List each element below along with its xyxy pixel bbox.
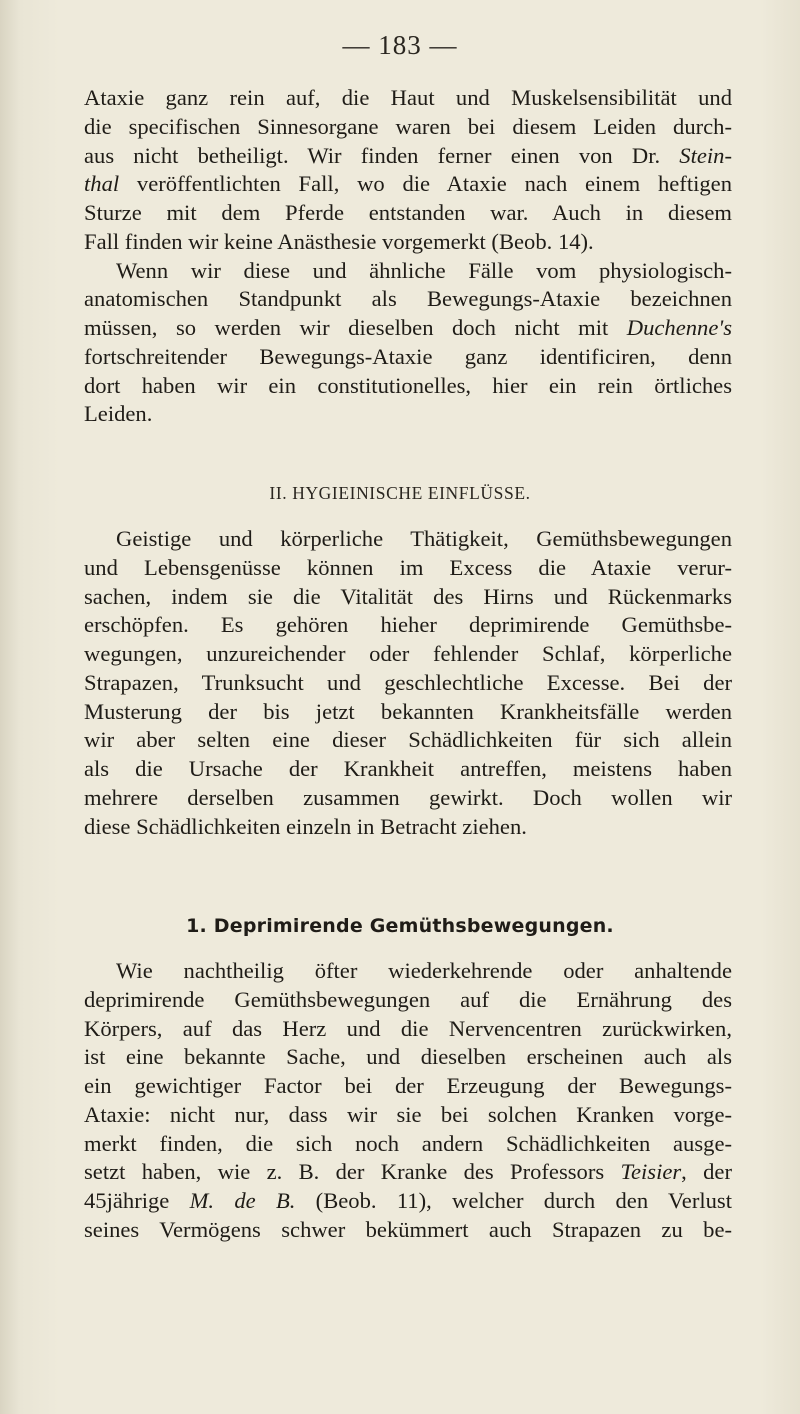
text-line: Leiden. xyxy=(84,401,153,427)
patient-name-italic: M. de B. xyxy=(189,1188,296,1213)
text-line: merkt finden, die sich noch andern Schädlichkeiten ausge- xyxy=(84,1130,732,1156)
page-number: — 183 — xyxy=(342,30,458,60)
paragraph-1 xyxy=(84,84,732,257)
text-line: Wenn wir diese und ähnliche Fälle vom physiologisch- xyxy=(116,257,732,283)
section-heading: II. HYGIEINISCHE EINFLÜSSE. xyxy=(269,483,531,503)
text-segment: (Beob. 11), welcher durch den Verlust xyxy=(295,1188,732,1213)
paragraph-3 xyxy=(84,525,732,841)
text-line: Ataxie: nicht nur, dass wir sie bei solchen Kranken vorge- xyxy=(84,1101,732,1127)
text-line: erschöpfen. Es gehören hieher deprimirende Gemüthsbe- xyxy=(84,612,732,638)
author-name-italic: Stein- xyxy=(679,142,732,168)
text-line: Körpers, auf das Herz und die Nervencentren zurückwirken, xyxy=(84,1015,732,1041)
subsection-heading: 1. Deprimirende Gemüthsbewegungen. xyxy=(186,915,614,937)
text-line: als die Ursache der Krankheit antreffen, meistens haben xyxy=(84,756,732,781)
text-segment: 45jährige xyxy=(84,1188,190,1213)
author-name-italic: thal xyxy=(84,171,120,197)
text-line: ist eine bekannte Sache, und dieselben erscheinen auch als xyxy=(84,1044,732,1070)
text-line: wir aber selten eine dieser Schädlichkeiten für sich allein xyxy=(84,727,732,753)
text-line: deprimirende Gemüthsbewegungen auf die Ernährung des xyxy=(84,986,732,1012)
text-line: und Lebensgenüsse können im Excess die Ataxie verur- xyxy=(84,554,732,580)
text-line: Sturze mit dem Pferde entstanden war. Auch in diesem xyxy=(84,200,732,225)
text-segment: , der xyxy=(681,1159,732,1185)
text-line: Strapazen, Trunksucht und geschlechtliche Excesse. Bei der xyxy=(84,669,732,695)
text-segment: müssen, so werden wir dieselben doch nicht mit xyxy=(84,315,627,340)
text-line xyxy=(84,1158,732,1187)
text-line: diese Schädlichkeiten einzeln in Betracht ziehen. xyxy=(84,813,527,839)
text-line: sachen, indem sie die Vitalität des Hirns und Rückenmarks xyxy=(84,583,732,609)
text-line: Ataxie ganz rein auf, die Haut und Muskelsensibilität und xyxy=(84,85,732,110)
text-line xyxy=(84,314,732,343)
text-segment: aus nicht betheiligt. Wir finden ferner einen von Dr. xyxy=(84,142,680,168)
paragraph-4 xyxy=(84,957,732,1245)
text-line: seines Vermögens schwer bekümmert auch Strapazen zu be- xyxy=(84,1216,732,1242)
text-line: Geistige und körperliche Thätigkeit, Gemüthsbewegungen xyxy=(116,526,732,551)
text-line: Wie nachtheilig öfter wiederkehrende oder anhaltende xyxy=(116,958,732,983)
text-line xyxy=(84,142,732,171)
paragraph-2 xyxy=(84,257,732,430)
text-line: wegungen, unzureichender oder fehlender Schlaf, körperliche xyxy=(84,641,732,666)
text-line xyxy=(84,170,732,199)
text-line: Fall finden wir keine Anästhesie vorgemerkt (Beob. 14). xyxy=(84,228,594,254)
text-segment: setzt haben, wie z. B. der Kranke des Professors xyxy=(84,1159,621,1185)
text-line: dort haben wir ein constitutionelles, hier ein rein örtliches xyxy=(84,372,732,398)
text-line: mehrere derselben zusammen gewirkt. Doch wollen wir xyxy=(84,784,732,810)
author-name-italic: Duchenne's xyxy=(626,315,732,340)
text-line xyxy=(84,1187,732,1216)
text-segment: veröffentlichten Fall, wo die Ataxie nach einem heftigen xyxy=(119,171,732,197)
author-name-italic: Teisier xyxy=(620,1159,682,1185)
text-line: fortschreitender Bewegungs-Ataxie ganz identificiren, denn xyxy=(84,343,732,369)
text-line: ein gewichtiger Factor bei der Erzeugung der Bewegungs- xyxy=(84,1073,732,1098)
text-line: die specifischen Sinnesorgane waren bei diesem Leiden durch- xyxy=(84,113,732,139)
text-line: anatomischen Standpunkt als Bewegungs-Ataxie bezeichnen xyxy=(84,286,732,312)
text-line: Musterung der bis jetzt bekannten Krankheitsfälle werden xyxy=(84,698,732,724)
